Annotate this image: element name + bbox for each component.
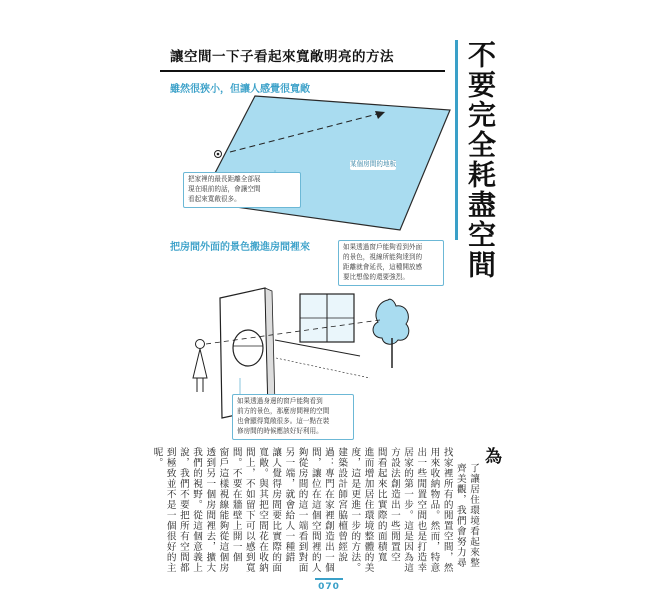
body-column: 進而增加居住環境整體的美 [362, 447, 374, 573]
person-head [196, 340, 205, 349]
body-column: 讓人覺得房間要比實際的面 [270, 447, 282, 573]
body-column: 夠從房間的這一端看到對面 [296, 447, 308, 573]
person-body [193, 349, 207, 378]
body-column: 呢。 [151, 447, 163, 468]
body-text [150, 447, 480, 582]
body-column: 窗戶這樣視線能夠從這個房 [217, 447, 229, 573]
figure2-note-outside-view: 如果透過窗戶能夠看到外面 的景色，視線所能夠達到的 距離就會延長，這種開放感 要比想像的還要強烈。 [338, 240, 444, 286]
figure1-note-distance: 把家裡的最長距離全部展 現在眼前的話，會讓空間 看起來寬敞很多。 [183, 172, 301, 208]
page-number: 070 [315, 578, 343, 592]
figure1-illustration [160, 90, 460, 240]
body-column: 度，這是更進一步的方法。 [349, 447, 361, 573]
body-column: 齊美觀，我們會努力尋 [454, 463, 466, 568]
section-title-underline [160, 70, 445, 72]
body-column: 說，我們不要把所有空間都 [177, 447, 189, 573]
body-column: 用來收納物品。然而，特意 [428, 447, 440, 573]
body-column: 間上，不如留下可以感到寬 [243, 447, 255, 573]
body-column: 到極致並不是一個很好的主 [164, 447, 176, 573]
body-column: 寬敞。與其把空間花在收納 [257, 447, 268, 573]
body-column: 間。不要在牆壁上開一個 [230, 447, 242, 563]
body-column: 找家裡所有的閒置空間，然 [441, 447, 453, 573]
body-column: 出一些閒置空間也是打造幸 [415, 447, 427, 573]
body-column: 我們的視野。從這個意義上 [191, 447, 203, 573]
body-column: 方設法創造出一些閒置空 [388, 447, 400, 563]
tree-icon [373, 299, 409, 344]
vertical-chapter-title: 不要完全耗盡空間 [464, 40, 497, 280]
body-column: 透到另一個房間裡去，擴大 [204, 447, 216, 573]
figure1-subtitle: 雖然很狹小，但讓人感覺很寬敞 [170, 84, 310, 95]
body-column: 了讓居住環境看起來整 [468, 463, 479, 568]
body-column: 間看起來比實際的面積寬 [375, 447, 387, 563]
section-title: 讓空間一下子看起來寬敞明亮的方法 [170, 49, 394, 65]
body-column: 過：專門在家裡創造出一個 [322, 447, 334, 573]
body-column: 另一端，就會給人一種錯 [283, 447, 295, 563]
figure2-subtitle: 把房間外面的景色搬進房間裡來 [170, 242, 310, 253]
body-column: 居家的第一步。這是因為這 [402, 447, 414, 573]
figure2-note-nearby-window: 如果透過身邊的窗戶能夠看到 前方的景色，那麼房間裡的空間 也會顯得寬敞很多。這一點在裝 修房間的時候應該好好利用。 [232, 394, 354, 440]
figure1-note-floor: 某個房間的地板 [350, 160, 397, 168]
body-column: 建築設計師宮脇檀曾經說 [336, 447, 348, 563]
round-window [233, 330, 263, 366]
room-floor-shape [200, 96, 450, 230]
body-drop-cap: 為 [481, 447, 501, 464]
body-column: 間，讓位在這個空間裡的人 [309, 447, 321, 573]
